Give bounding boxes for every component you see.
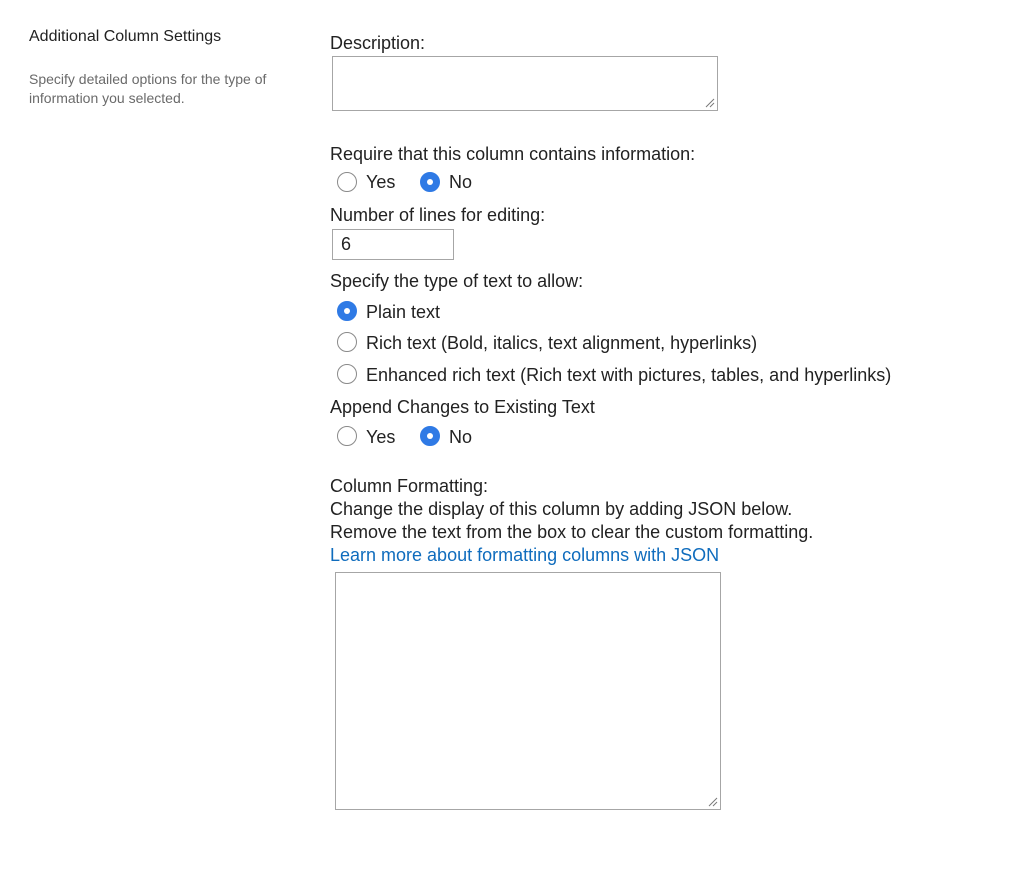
formatting-help-line2: Remove the text from the box to clear the custom formatting. [330,522,814,542]
rich-text-label[interactable]: Rich text (Bold, italics, text alignment, hyperlinks) [366,333,758,353]
required-no-label[interactable]: No [449,172,473,192]
required-no-radio[interactable] [420,172,440,192]
learn-more-link[interactable]: Learn more about formatting columns with JSON [330,545,720,565]
formatting-label: Column Formatting: [330,476,489,496]
description-label: Description: [330,33,426,53]
description-textarea[interactable] [332,56,718,111]
resize-grip-icon[interactable] [708,797,718,807]
section-title: Additional Column Settings [29,28,222,45]
enhanced-rich-text-radio[interactable] [337,364,357,384]
section-description: Specify detailed options for the type of information you selected. [29,71,267,106]
lines-input[interactable]: 6 [332,229,454,260]
resize-grip-icon[interactable] [705,98,715,108]
append-yes-label[interactable]: Yes [366,427,396,447]
required-yes-radio[interactable] [337,172,357,192]
append-no-radio[interactable] [420,426,440,446]
required-yes-label[interactable]: Yes [366,172,396,192]
append-no-label[interactable]: No [449,427,473,447]
plain-text-label[interactable]: Plain text [366,302,441,322]
enhanced-rich-text-label[interactable]: Enhanced rich text (Rich text with pictures, tables, and hyperlinks) [366,365,892,385]
plain-text-radio[interactable] [337,301,357,321]
required-label: Require that this column contains information: [330,144,696,164]
rich-text-radio[interactable] [337,332,357,352]
lines-label: Number of lines for editing: [330,205,546,225]
append-label: Append Changes to Existing Text [330,397,595,417]
append-yes-radio[interactable] [337,426,357,446]
text-type-label: Specify the type of text to allow: [330,271,584,291]
formatting-help-line1: Change the display of this column by adding JSON below. [330,499,793,519]
formatting-json-textarea[interactable] [335,572,721,810]
